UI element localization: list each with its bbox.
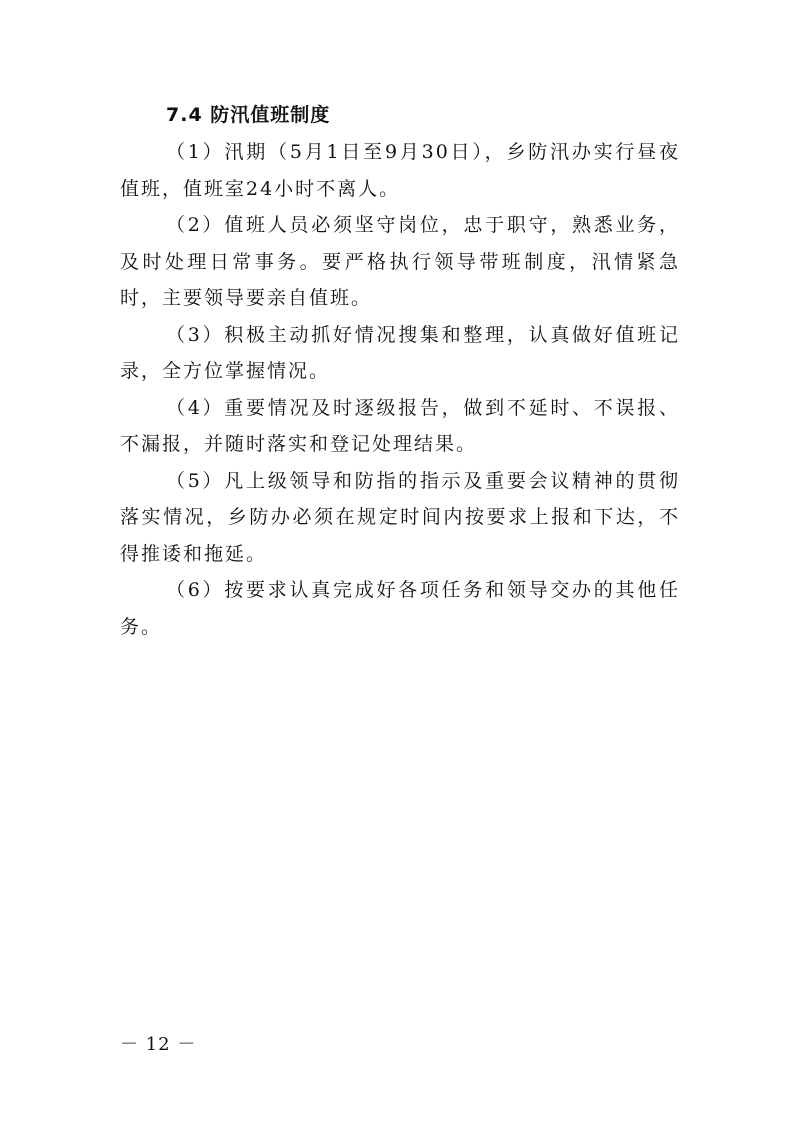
paragraph-4: （4）重要情况及时逐级报告，做到不延时、不误报、不漏报，并随时落实和登记处理结果。 xyxy=(120,396,680,455)
paragraph-1: （1）汛期（5月1日至9月30日），乡防汛办实行昼夜值班，值班室24小时不离人。 xyxy=(120,141,680,200)
paragraph-2: （2）值班人员必须坚守岗位，忠于职守，熟悉业务，及时处理日常事务。要严格执行领导带班制度，汛情紧急时，主要领导要亲自值班。 xyxy=(120,214,680,309)
paragraph-5: （5）凡上级领导和防指的指示及重要会议精神的贯彻落实情况，乡防办必须在规定时间内按要求上报和下达，不得推诿和拖延。 xyxy=(120,469,680,565)
paragraph-3: （3）积极主动抓好情况搜集和整理，认真做好值班记录，全方位掌握情况。 xyxy=(120,323,680,382)
paragraph-6: （6）按要求认真完成好各项任务和领导交办的其他任务。 xyxy=(120,579,680,638)
page-number: － 12 － xyxy=(120,1034,197,1055)
document-body xyxy=(120,96,680,645)
section-title: 7.4 防汛值班制度 xyxy=(166,104,331,126)
